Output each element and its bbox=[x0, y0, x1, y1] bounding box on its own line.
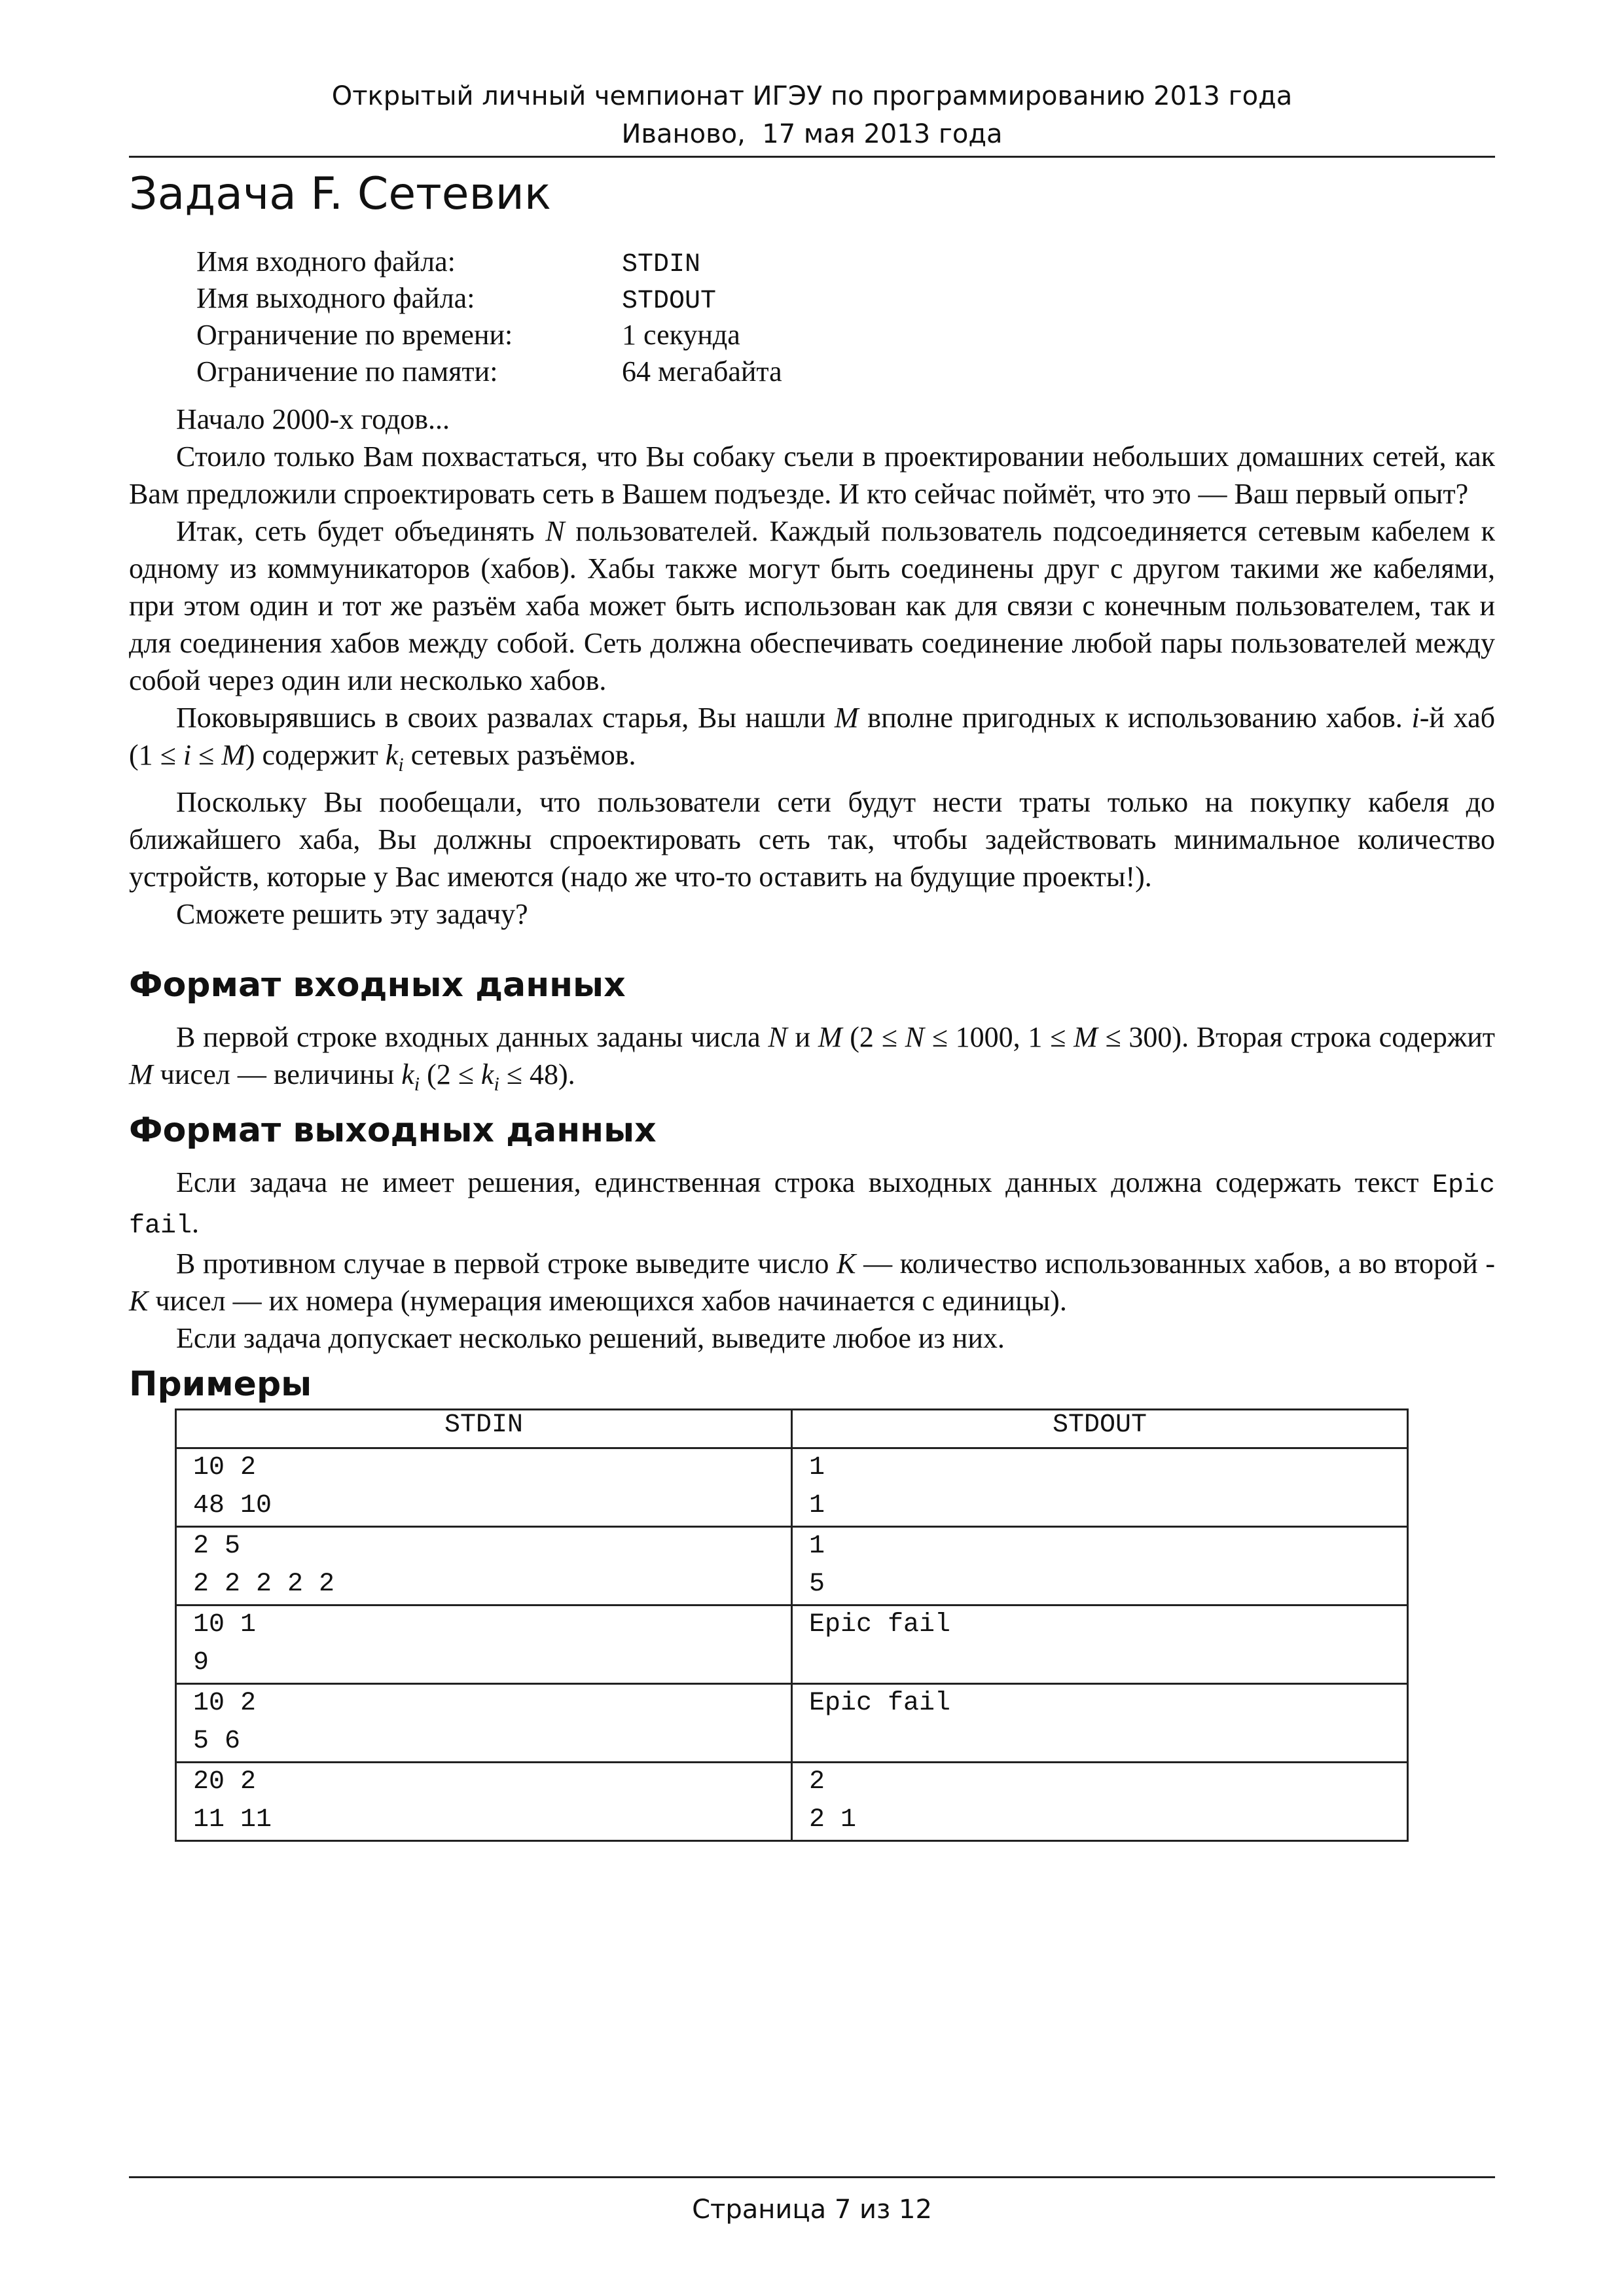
output-file-label: Имя выходного файла: bbox=[196, 282, 475, 314]
time-limit-label: Ограничение по времени: bbox=[196, 319, 513, 351]
example-row bbox=[176, 1605, 1408, 1684]
examples-heading: Примеры bbox=[129, 1365, 312, 1404]
memory-limit-value: 64 мегабайта bbox=[622, 355, 782, 387]
header-date: Иваново, 17 мая 2013 года bbox=[621, 119, 1003, 149]
output-file-row bbox=[196, 280, 782, 317]
stdin-column-header: STDIN bbox=[176, 1410, 792, 1448]
memory-limit-row bbox=[196, 353, 782, 390]
statement-paragraph: Стоило только Вам похвастаться, что Вы собаку съели в проектировании небольших домашних сетей, как Вам предложили спроектировать сеть в Вашем подъезде. И кто сейчас поймёт, что это — Ваш первый опыт? bbox=[129, 440, 1495, 510]
statement-paragraph: Итак, сеть будет объединять N пользователей. Каждый пользователь подсоединяется сетевым кабелем к одному из коммуникаторов (хабов). Хабы также могут быть соединены друг с другом такими же кабелями, при этом один и тот же разъём хаба может быть использован как для связи с конечным пользователем, так и для соединения хабов между собой. Сеть должна обеспечивать соединение любой пары пользователей между собой через один или несколько хабов. bbox=[129, 515, 1495, 696]
input-format-heading: Формат входных данных bbox=[129, 965, 626, 1005]
example-input: 20 2 11 11 bbox=[176, 1763, 792, 1841]
example-input: 2 5 2 2 2 2 2 bbox=[176, 1527, 792, 1605]
input-file-label: Имя входного файла: bbox=[196, 245, 456, 278]
example-output: Epic fail bbox=[792, 1684, 1408, 1763]
output-file-value: STDOUT bbox=[622, 287, 717, 316]
page-number: Страница 7 из 12 bbox=[692, 2195, 932, 2225]
problem-title: Задача F. Сетевик bbox=[129, 168, 551, 220]
example-row bbox=[176, 1763, 1408, 1841]
statement-paragraph: Сможете решить эту задачу? bbox=[176, 897, 528, 930]
examples-table bbox=[175, 1408, 1409, 1842]
time-limit-value: 1 секунда bbox=[622, 319, 740, 351]
output-format-text: Если задача не имеет решения, единственная строка выходных данных должна содержать текст Epic fail. В противном случае в первой строке выведите число K — количество использованных хабов, а во второй - K чисел — их номера (нумерация имеющихся хабов начинается с единицы). Если задача допускает несколько решений, выведите любое из них. bbox=[129, 1166, 1496, 1354]
example-output: Epic fail bbox=[792, 1605, 1408, 1684]
example-input: 10 2 48 10 bbox=[176, 1448, 792, 1527]
examples-header-row bbox=[176, 1410, 1408, 1448]
problem-limits bbox=[196, 243, 782, 390]
example-row bbox=[176, 1684, 1408, 1763]
statement-paragraph: Начало 2000-х годов... bbox=[176, 403, 450, 435]
footer-divider bbox=[129, 2176, 1495, 2178]
input-format-text: В первой строке входных данных заданы числа N и M (2 ≤ N ≤ 1000, 1 ≤ M ≤ 300). Вторая строка содержит M чисел — величины $k_i$ $(2 \le k_i \le 48)$. bbox=[129, 1021, 1496, 1095]
statement-paragraph: Поскольку Вы пообещали, что пользователи сети будут нести траты только на покупку кабеля до ближайшего хаба, Вы должны спроектировать сеть так, чтобы задействовать минимальное количество устройств, которые у Вас имеются (надо же что-то оставить на будущие проекты!). bbox=[129, 785, 1495, 893]
example-row bbox=[176, 1527, 1408, 1605]
example-output: 2 2 1 bbox=[792, 1763, 1408, 1841]
output-format-heading: Формат выходных данных bbox=[129, 1111, 657, 1150]
header-event: Открытый личный чемпионат ИГЭУ по программированию 2013 года bbox=[331, 81, 1293, 111]
memory-limit-label: Ограничение по памяти: bbox=[196, 355, 498, 387]
example-input: 10 2 5 6 bbox=[176, 1684, 792, 1763]
stdout-column-header: STDOUT bbox=[792, 1410, 1408, 1448]
problem-statement bbox=[129, 401, 1495, 933]
example-input: 10 1 9 bbox=[176, 1605, 792, 1684]
example-row bbox=[176, 1448, 1408, 1527]
input-file-value: STDIN bbox=[622, 250, 701, 279]
example-output: 1 5 bbox=[792, 1527, 1408, 1605]
page-header bbox=[0, 77, 1624, 153]
example-output: 1 1 bbox=[792, 1448, 1408, 1527]
statement-paragraph: Поковырявшись в своих развалах старья, Вы нашли M вполне пригодных к использованию хабов. i-й хаб (1 ≤ i ≤ M) содержит $k_i$ сетевых разъёмов. bbox=[129, 702, 1495, 776]
time-limit-row bbox=[196, 317, 782, 353]
input-file-row bbox=[196, 243, 782, 280]
header-divider bbox=[129, 156, 1495, 158]
